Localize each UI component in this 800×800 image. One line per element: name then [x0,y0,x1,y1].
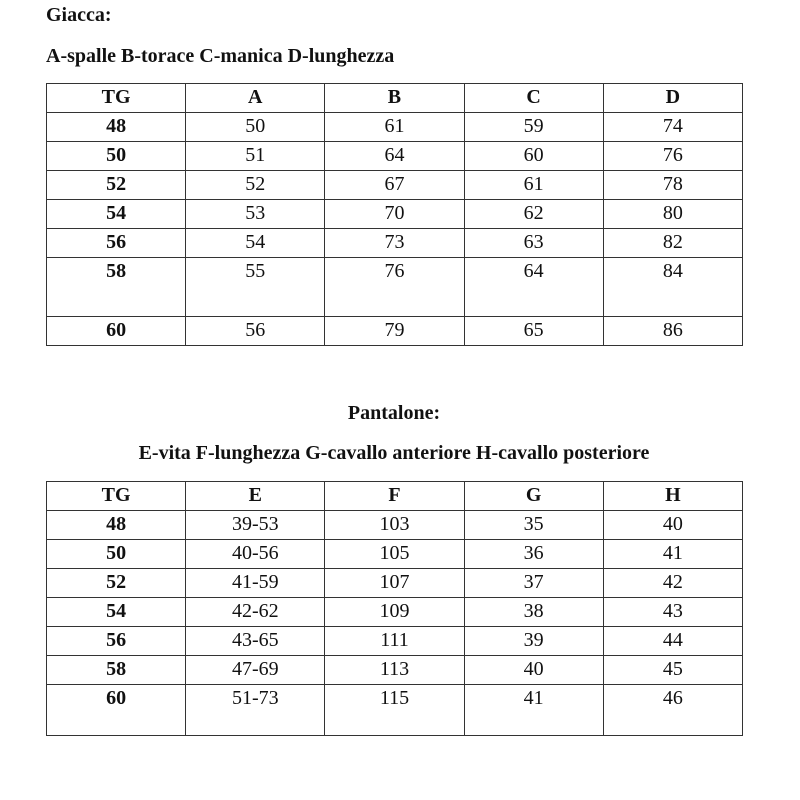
table-cell: 54 [186,229,325,258]
table-cell: 42 [603,569,742,598]
table-cell: 43-65 [186,627,325,656]
table-cell: 70 [325,200,464,229]
table-row [47,685,743,736]
table-cell: 41 [464,685,603,736]
column-header-c: C [464,84,603,113]
size-cell: 54 [47,200,186,229]
jacket-legend: A-spalle B-torace C-manica D-lunghezza [46,45,395,67]
table-cell: 50 [186,113,325,142]
table-cell: 51-73 [186,685,325,736]
table-cell: 78 [603,171,742,200]
column-header-a: A [186,84,325,113]
size-cell: 60 [47,685,186,736]
table-cell: 67 [325,171,464,200]
table-cell: 40-56 [186,540,325,569]
table-cell: 109 [325,598,464,627]
table-cell: 103 [325,511,464,540]
table-row [47,627,743,656]
table-cell: 64 [464,258,603,317]
size-cell: 50 [47,540,186,569]
table-cell: 43 [603,598,742,627]
table-cell: 82 [603,229,742,258]
table-row [47,258,743,317]
table-cell: 42-62 [186,598,325,627]
size-cell: 48 [47,511,186,540]
table-cell: 59 [464,113,603,142]
table-row [47,317,743,346]
table-cell: 74 [603,113,742,142]
table-cell: 39-53 [186,511,325,540]
size-cell: 54 [47,598,186,627]
table-row [47,171,743,200]
pants-size-table [46,481,743,736]
table-row [47,656,743,685]
table-cell: 61 [464,171,603,200]
table-cell: 63 [464,229,603,258]
table-cell: 115 [325,685,464,736]
pants-title: Pantalone: [347,402,441,424]
table-cell: 61 [325,113,464,142]
column-header-b: B [325,84,464,113]
table-cell: 55 [186,258,325,317]
table-cell: 36 [464,540,603,569]
table-cell: 53 [186,200,325,229]
table-cell: 40 [464,656,603,685]
column-header-e: E [186,482,325,511]
table-cell: 60 [464,142,603,171]
column-header-d: D [603,84,742,113]
table-cell: 105 [325,540,464,569]
table-cell: 111 [325,627,464,656]
size-cell: 48 [47,113,186,142]
table-cell: 40 [603,511,742,540]
size-cell: 60 [47,317,186,346]
table-cell: 46 [603,685,742,736]
table-cell: 76 [325,258,464,317]
table-cell: 39 [464,627,603,656]
table-cell: 73 [325,229,464,258]
table-cell: 64 [325,142,464,171]
table-cell: 47-69 [186,656,325,685]
size-cell: 50 [47,142,186,171]
table-cell: 38 [464,598,603,627]
table-cell: 62 [464,200,603,229]
size-cell: 56 [47,229,186,258]
table-cell: 41-59 [186,569,325,598]
table-cell: 37 [464,569,603,598]
table-cell: 51 [186,142,325,171]
column-header-f: F [325,482,464,511]
table-cell: 35 [464,511,603,540]
table-cell: 80 [603,200,742,229]
size-cell: 56 [47,627,186,656]
jacket-size-table [46,83,743,346]
table-cell: 56 [186,317,325,346]
table-header-row [47,84,743,113]
table-cell: 79 [325,317,464,346]
column-header-tg: TG [47,482,186,511]
table-row [47,569,743,598]
pants-legend: E-vita F-lunghezza G-cavallo anteriore H-cavallo posteriore [138,442,650,464]
table-cell: 65 [464,317,603,346]
size-cell: 52 [47,171,186,200]
table-cell: 52 [186,171,325,200]
column-header-h: H [603,482,742,511]
table-row [47,598,743,627]
table-cell: 107 [325,569,464,598]
table-cell: 45 [603,656,742,685]
size-cell: 52 [47,569,186,598]
table-cell: 84 [603,258,742,317]
table-cell: 113 [325,656,464,685]
table-cell: 76 [603,142,742,171]
table-cell: 86 [603,317,742,346]
table-row [47,142,743,171]
column-header-tg: TG [47,84,186,113]
table-row [47,511,743,540]
table-row [47,200,743,229]
table-cell: 41 [603,540,742,569]
jacket-title: Giacca: [46,4,112,26]
table-cell: 44 [603,627,742,656]
table-header-row [47,482,743,511]
size-cell: 58 [47,656,186,685]
table-row [47,540,743,569]
column-header-g: G [464,482,603,511]
size-cell: 58 [47,258,186,317]
table-row [47,113,743,142]
table-row [47,229,743,258]
